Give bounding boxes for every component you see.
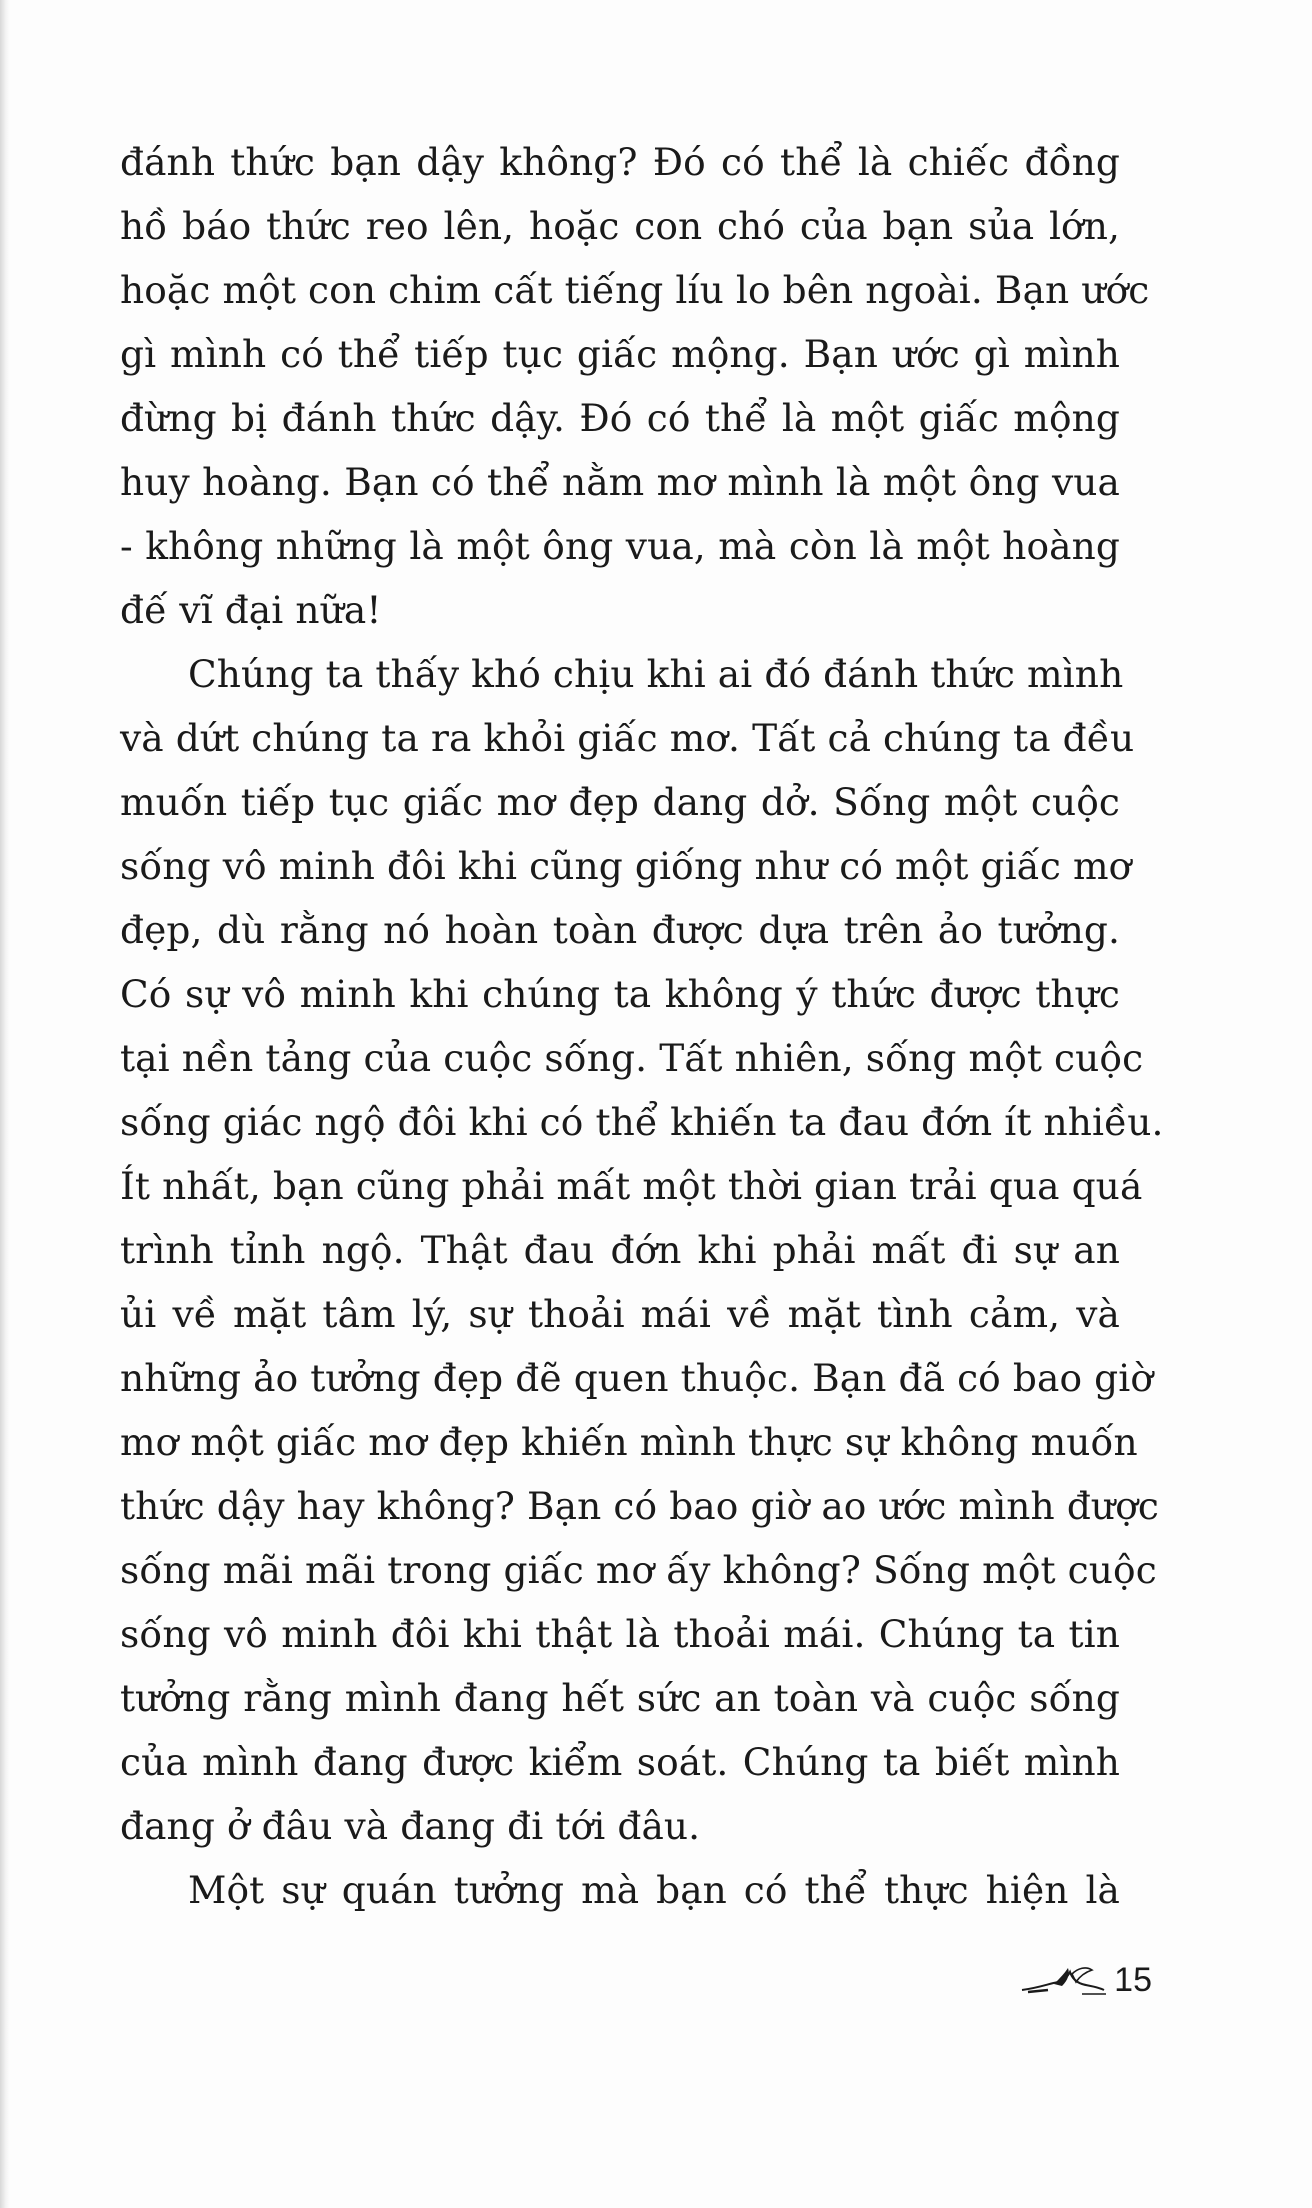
- text-line: của mình đang được kiểm soát. Chúng ta biết mình: [120, 1740, 1120, 1784]
- text-line: ủi về mặt tâm lý, sự thoải mái về mặt tình cảm, và: [120, 1292, 1120, 1336]
- page-number: 15: [1114, 1960, 1152, 1999]
- text-line: muốn tiếp tục giấc mơ đẹp dang dở. Sống một cuộc: [120, 780, 1120, 824]
- text-line: tưởng rằng mình đang hết sức an toàn và cuộc sống: [120, 1676, 1120, 1720]
- text-line: sống vô minh đôi khi thật là thoải mái. Chúng ta tin: [120, 1612, 1120, 1656]
- text-line: đang ở đâu và đang đi tới đâu.: [120, 1804, 701, 1848]
- text-line: đế vĩ đại nữa!: [120, 588, 382, 632]
- text-line: Có sự vô minh khi chúng ta không ý thức được thực: [120, 972, 1120, 1016]
- text-line: huy hoàng. Bạn có thể nằm mơ mình là một ông vua: [120, 460, 1120, 504]
- text-line: mơ một giấc mơ đẹp khiến mình thực sự không muốn: [120, 1420, 1138, 1464]
- text-line: hoặc một con chim cất tiếng líu lo bên ngoài. Bạn ước: [120, 268, 1150, 312]
- text-line: sống giác ngộ đôi khi có thể khiến ta đau đớn ít nhiều.: [120, 1100, 1164, 1144]
- text-line: hồ báo thức reo lên, hoặc con chó của bạn sủa lớn,: [120, 204, 1120, 248]
- text-line: Ít nhất, bạn cũng phải mất một thời gian trải qua quá: [120, 1164, 1143, 1208]
- paragraph-2: [120, 642, 1164, 1858]
- text-line: đánh thức bạn dậy không? Đó có thể là chiếc đồng: [120, 140, 1120, 184]
- text-line: gì mình có thể tiếp tục giấc mộng. Bạn ước gì mình: [120, 332, 1120, 376]
- body-text: [120, 130, 1164, 1922]
- text-line: sống mãi mãi trong giấc mơ ấy không? Sống một cuộc: [120, 1548, 1157, 1592]
- text-line: Chúng ta thấy khó chịu khi ai đó đánh thức mình: [188, 652, 1124, 696]
- paragraph-1: [120, 130, 1150, 642]
- page-footer: [1018, 1950, 1152, 2010]
- text-line: trình tỉnh ngộ. Thật đau đớn khi phải mất đi sự an: [120, 1228, 1120, 1272]
- paragraph-3: [120, 1858, 1120, 1922]
- text-line: và dứt chúng ta ra khỏi giấc mơ. Tất cả chúng ta đều: [120, 716, 1135, 760]
- text-line: sống vô minh đôi khi cũng giống như có một giấc mơ: [120, 844, 1132, 888]
- text-line: thức dậy hay không? Bạn có bao giờ ao ước mình được: [120, 1484, 1159, 1528]
- page-gutter-shadow: [0, 0, 10, 2208]
- text-line: những ảo tưởng đẹp đẽ quen thuộc. Bạn đã có bao giờ: [120, 1356, 1154, 1400]
- text-line: đẹp, dù rằng nó hoàn toàn được dựa trên ảo tưởng.: [120, 908, 1120, 952]
- text-line: - không những là một ông vua, mà còn là một hoàng: [120, 524, 1120, 568]
- text-line: đừng bị đánh thức dậy. Đó có thể là một giấc mộng: [120, 396, 1120, 440]
- text-line: tại nền tảng của cuộc sống. Tất nhiên, sống một cuộc: [120, 1036, 1144, 1080]
- text-line: Một sự quán tưởng mà bạn có thể thực hiện là: [188, 1868, 1120, 1912]
- bird-flourish-icon: [1018, 1960, 1108, 2000]
